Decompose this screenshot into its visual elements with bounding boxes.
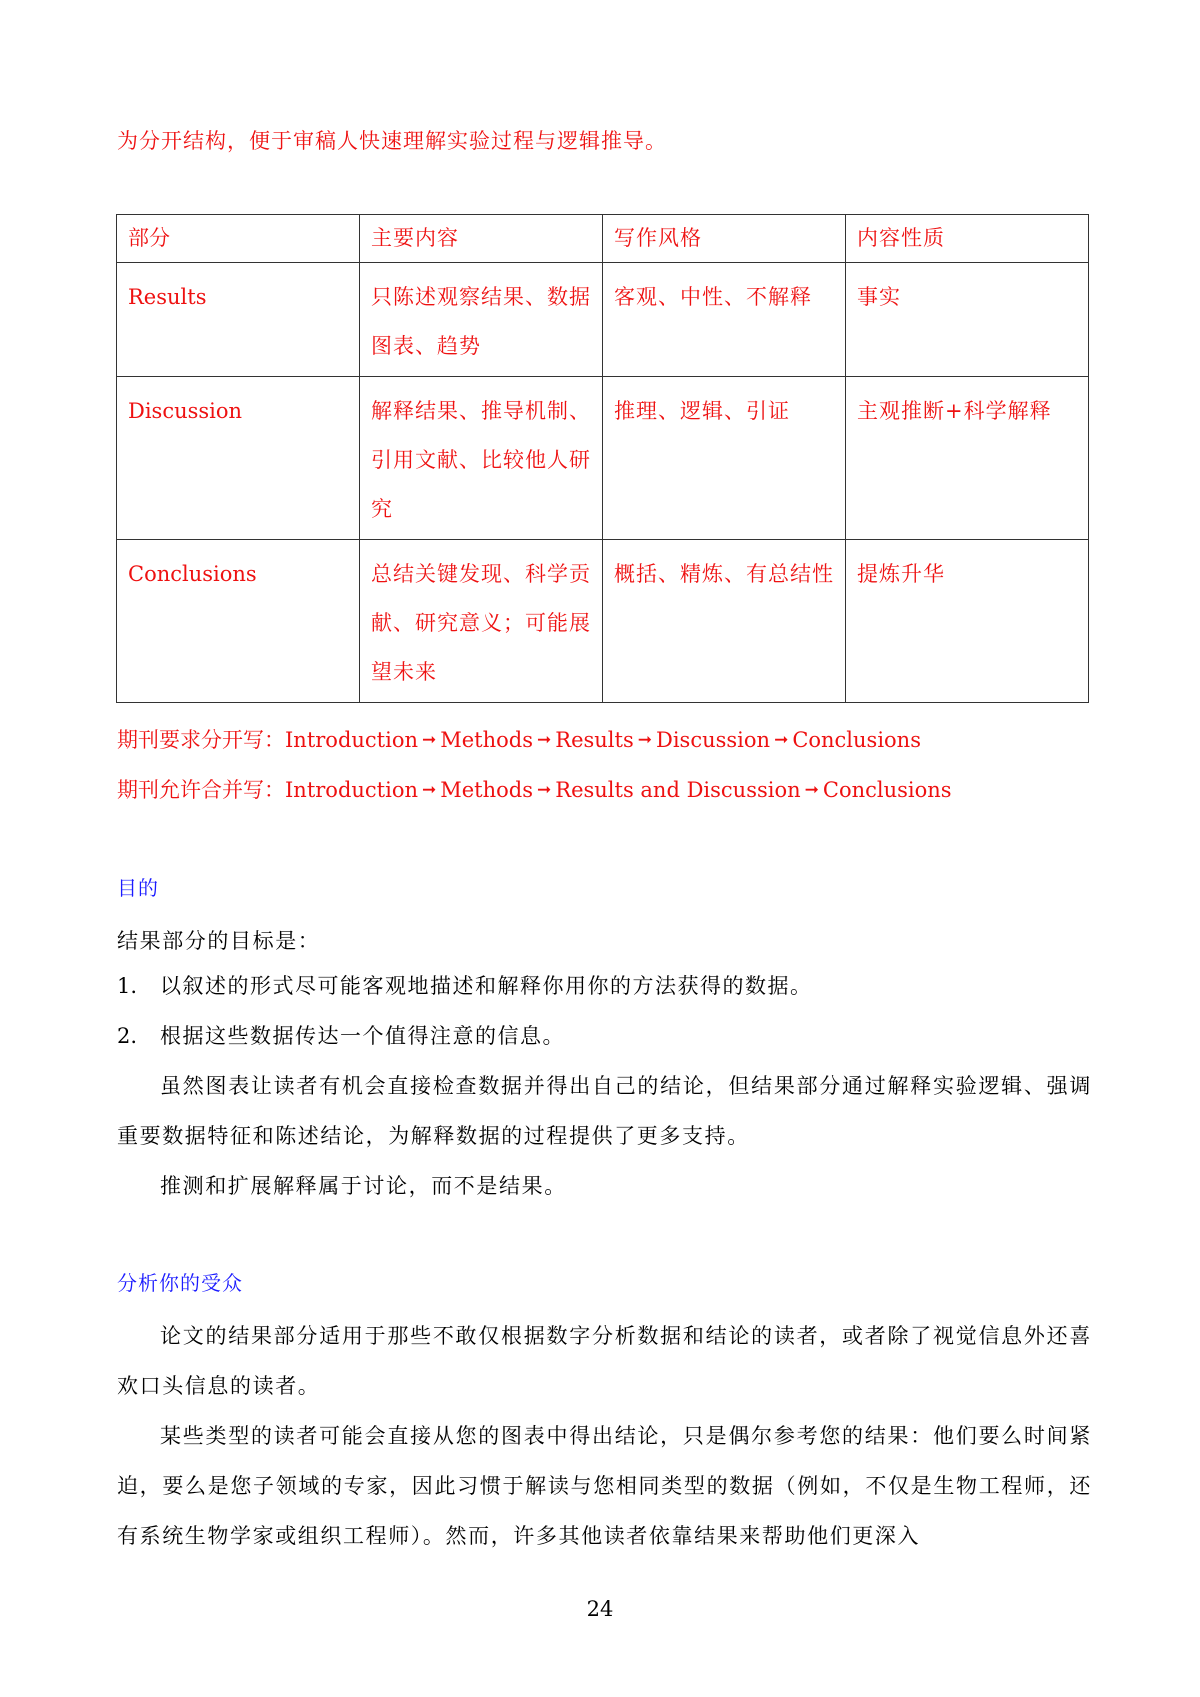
arrow-right-icon: ➞: [774, 730, 789, 750]
table-header-cell: 内容性质: [846, 215, 1089, 263]
flow-step: Results: [555, 728, 634, 752]
page-number: 24: [586, 1597, 614, 1621]
flow-step: Conclusions: [822, 778, 952, 802]
flow-step: Introduction: [285, 728, 418, 752]
flow-step: Introduction: [285, 778, 418, 802]
table-cell: 只陈述观察结果、数据图表、趋势: [360, 263, 603, 377]
paragraph: 推测和扩展解释属于讨论，而不是结果。: [160, 1174, 567, 1198]
section-heading-purpose: 目的: [117, 876, 159, 900]
list-item: [117, 1021, 565, 1051]
paragraph: 虽然图表让读者有机会直接检查数据并得出自己的结论，但结果部分通过解释实验逻辑、强调重要数据特征和陈述结论，为解释数据的过程提供了更多支持。: [117, 1074, 1092, 1148]
arrow-right-icon: ➞: [422, 730, 437, 750]
flow-step: Methods: [440, 778, 534, 802]
flow-separate: [117, 725, 921, 757]
list-text: 根据这些数据传达一个值得注意的信息。: [160, 1024, 565, 1048]
table-header-cell: 部分: [117, 215, 360, 263]
arrow-right-icon: ➞: [637, 730, 652, 750]
flow-combined: [117, 775, 952, 807]
arrow-right-icon: ➞: [537, 730, 552, 750]
table-cell: Conclusions: [117, 540, 360, 703]
section-heading-audience: 分析你的受众: [117, 1271, 243, 1295]
table-header-cell: 主要内容: [360, 215, 603, 263]
paragraph: 某些类型的读者可能会直接从您的图表中得出结论，只是偶尔参考您的结果：他们要么时间紧迫，要么是您子领域的专家，因此习惯于解读与您相同类型的数据（例如，不仅是生物工程师，还有系统生物学家或组织工程师）。然而，许多其他读者依靠结果来帮助他们更深入: [117, 1424, 1092, 1548]
table-header-row: [117, 215, 1089, 263]
table-cell: 推理、逻辑、引证: [603, 377, 846, 540]
table-cell: 总结关键发现、科学贡献、研究意义；可能展望未来: [360, 540, 603, 703]
list-number: 2.: [117, 1024, 138, 1048]
table-cell: Discussion: [117, 377, 360, 540]
table-cell: 客观、中性、不解释: [603, 263, 846, 377]
table-cell: 解释结果、推导机制、引用文献、比较他人研究: [360, 377, 603, 540]
flow-step: Discussion: [656, 728, 771, 752]
intro-line: 为分开结构，便于审稿人快速理解实验过程与逻辑推导。: [117, 129, 667, 153]
paragraph: 论文的结果部分适用于那些不敢仅根据数字分析数据和结论的读者，或者除了视觉信息外还喜欢口头信息的读者。: [117, 1324, 1092, 1398]
arrow-right-icon: ➞: [537, 780, 552, 800]
table-row: [117, 540, 1089, 703]
table-cell: 提炼升华: [846, 540, 1089, 703]
list-number: 1.: [117, 974, 138, 998]
table-row: [117, 263, 1089, 377]
arrow-right-icon: ➞: [804, 780, 819, 800]
table-cell: 概括、精炼、有总结性: [603, 540, 846, 703]
table-row: [117, 377, 1089, 540]
list-item: [117, 971, 813, 1001]
flow-label: 期刊要求分开写：: [117, 728, 285, 752]
flow-step: Methods: [440, 728, 534, 752]
table-cell: 主观推断+科学解释: [846, 377, 1089, 540]
list-text: 以叙述的形式尽可能客观地描述和解释你用你的方法获得的数据。: [160, 974, 813, 998]
arrow-right-icon: ➞: [422, 780, 437, 800]
table-cell: 事实: [846, 263, 1089, 377]
flow-label: 期刊允许合并写：: [117, 778, 285, 802]
flow-step: Conclusions: [792, 728, 921, 752]
table-cell: Results: [117, 263, 360, 377]
flow-step: Results and Discussion: [555, 778, 801, 802]
section-comparison-table: [116, 214, 1089, 703]
goal-intro: 结果部分的目标是：: [117, 929, 321, 953]
table-header-cell: 写作风格: [603, 215, 846, 263]
